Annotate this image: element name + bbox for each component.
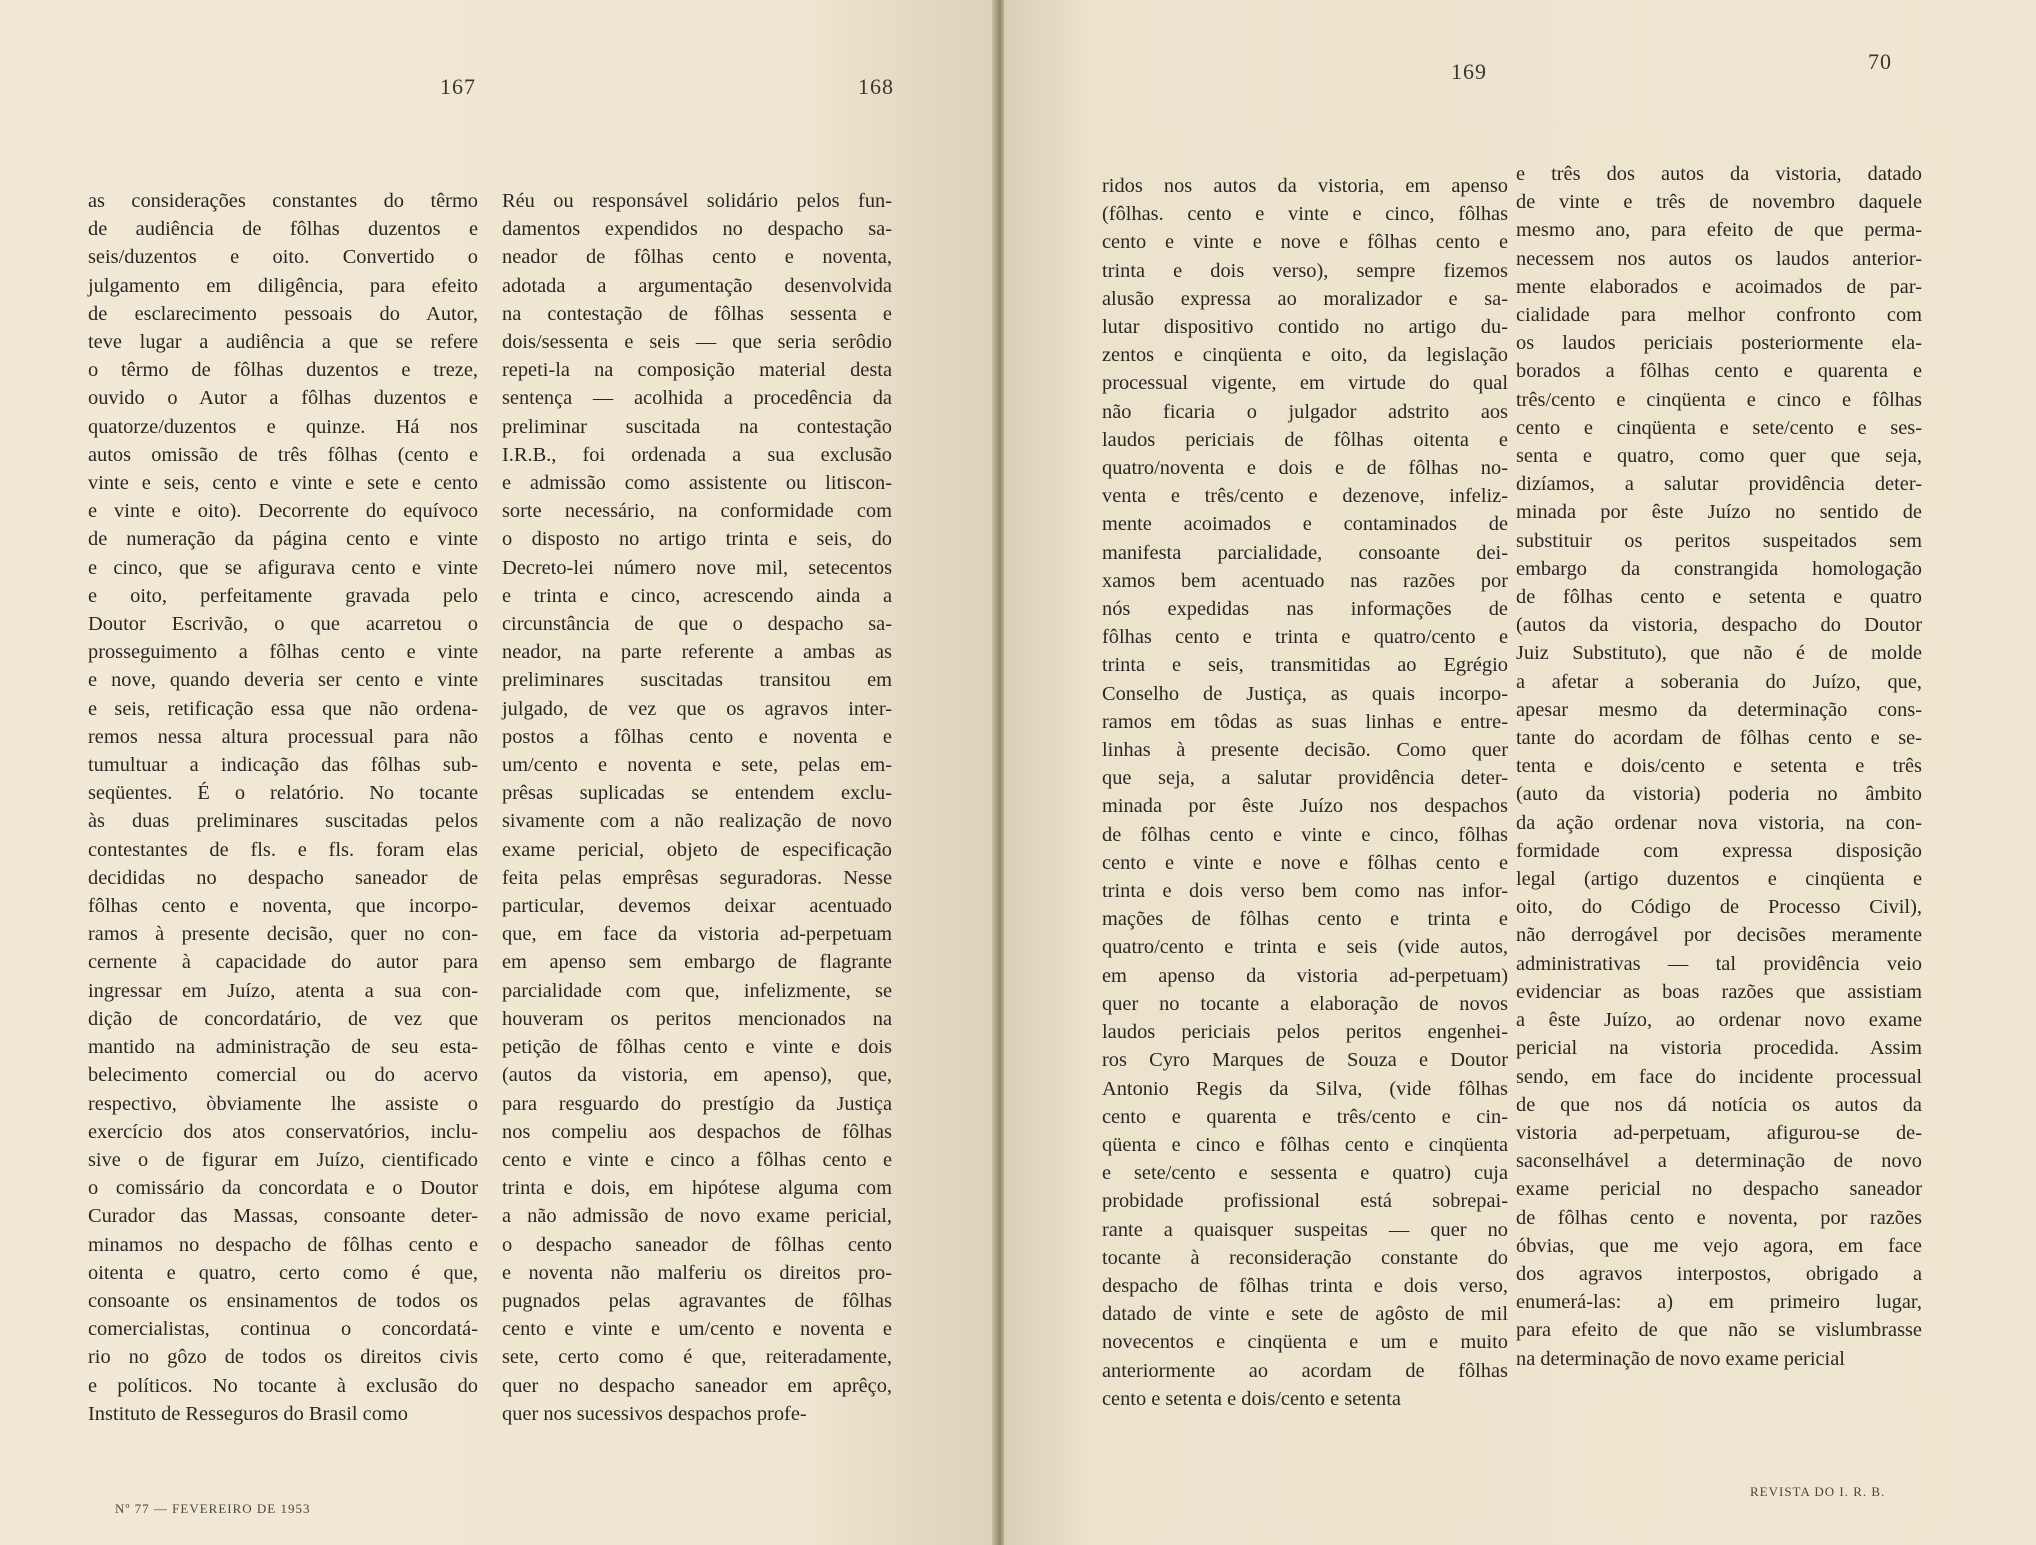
text-line: parcialidade com que, infelizmente, se: [502, 979, 892, 1002]
text-line: a não admissão de novo exame pericial,: [502, 1205, 892, 1228]
text-line: decididas no despacho saneador de: [88, 866, 478, 889]
text-line: e trinta e cinco, acrescendo ainda a: [502, 584, 892, 607]
text-line: seis/duzentos e oito. Convertido o: [88, 246, 478, 269]
text-line: adotada a argumentação desenvolvida: [502, 274, 892, 297]
text-line: Doutor Escrivão, o que acarretou o: [88, 613, 478, 636]
footer-issue-date: Nº 77 — FEVEREIRO DE 1953: [115, 1501, 311, 1516]
text-line: (fôlhas. cento e vinte e cinco, fôlhas: [1102, 203, 1508, 226]
text-line: e vinte e oito). Decorrente do equívoco: [88, 500, 478, 523]
text-line: quatro/noventa e dois e de fôlhas no-: [1102, 457, 1508, 480]
text-line: óbvias, que me vejo agora, em face: [1516, 1234, 1922, 1257]
page-number-167: 167: [440, 74, 476, 99]
page-number-169: 169: [1451, 59, 1487, 84]
text-line: particular, devemos deixar acentuado: [502, 895, 892, 918]
text-line: para efeito de que não se vislumbrasse: [1516, 1319, 1922, 1342]
text-line: de fôlhas cento e vinte e cinco, fôlhas: [1102, 823, 1508, 846]
text-line: oitenta e quatro, certo como é que,: [88, 1261, 478, 1284]
text-line: preliminares suscitadas transitou em: [502, 669, 892, 692]
column-page-70: [1516, 160, 1922, 1373]
text-line: quer no tocante a elaboração de novos: [1102, 992, 1508, 1015]
text-line: neador, na parte referente a ambas as: [502, 641, 892, 664]
text-line: fôlhas cento e noventa, que incorpo-: [88, 895, 478, 918]
text-line: nos compeliu aos despachos de fôlhas: [502, 1120, 892, 1143]
text-line: de que nos dá notícia os autos da: [1516, 1093, 1922, 1116]
column-page-168: [502, 187, 892, 1428]
text-line: apesar mesmo da determinação cons-: [1516, 698, 1922, 721]
text-line: tante do acordam de fôlhas cento e se-: [1516, 727, 1922, 750]
text-line: Juiz Substituto), que não é de molde: [1516, 642, 1922, 665]
text-line: exame pericial, objeto de especificação: [502, 838, 892, 861]
text-line: datado de vinte e sete de agôsto de mil: [1102, 1303, 1508, 1326]
text-line: trinta e dois, em hipótese alguma com: [502, 1177, 892, 1200]
text-line: preliminar suscitada na contestação: [502, 415, 892, 438]
text-line: laudos periciais de fôlhas oitenta e: [1102, 428, 1508, 451]
text-line: houveram os peritos mencionados na: [502, 1007, 892, 1030]
text-line: Decreto-lei número nove mil, setecentos: [502, 556, 892, 579]
text-line: quer nos sucessivos despachos profe-: [502, 1402, 807, 1425]
text-line: sivamente com a não realização de novo: [502, 810, 892, 833]
text-line: de vinte e três de novembro daquele: [1516, 191, 1922, 214]
text-line: respectivo, òbviamente lhe assiste o: [88, 1092, 478, 1115]
text-line: mente elaborados e acoimados de par-: [1516, 275, 1922, 298]
text-line: ouvido o Autor a fôlhas duzentos e: [88, 387, 478, 410]
text-line: julgado, de vez que os agravos inter-: [502, 697, 892, 720]
text-line: na determinação de novo exame pericial: [1516, 1347, 1845, 1370]
text-line: exercício dos atos conservatórios, inclu-: [88, 1120, 478, 1143]
text-line: (autos da vistoria, despacho do Doutor: [1516, 614, 1922, 637]
text-line: mações de fôlhas cento e trinta e: [1102, 908, 1508, 931]
text-line: Réu ou responsável solidário pelos fun-: [502, 190, 892, 212]
text-line: pericial na vistoria procedida. Assim: [1516, 1037, 1922, 1060]
text-line: ramos à presente decisão, quer no con-: [88, 923, 478, 946]
text-line: sive o de figurar em Juízo, cientificado: [88, 1148, 478, 1171]
text-line: cento e vinte e nove e fôlhas cento e: [1102, 851, 1508, 874]
text-line: ingressar em Juízo, atenta a sua con-: [88, 979, 478, 1002]
text-line: Curador das Massas, consoante deter-: [88, 1205, 478, 1228]
text-line: e três dos autos da vistoria, datado: [1516, 163, 1922, 185]
left-page: [0, 0, 998, 1545]
text-line: minada por êste Juízo no sentido de: [1516, 501, 1922, 524]
text-line: em apenso sem embargo de flagrante: [502, 951, 892, 974]
text-line: que, em face da vistoria ad-perpetuam: [502, 923, 892, 946]
text-line: ros Cyro Marques de Souza e Doutor: [1102, 1049, 1508, 1072]
text-line: mesmo ano, para efeito de que perma-: [1516, 219, 1922, 242]
footer-journal-name: REVISTA DO I. R. B.: [1750, 1484, 1886, 1499]
text-line: trinta e seis, transmitidas ao Egrégio: [1102, 654, 1508, 677]
text-line: o despacho saneador de fôlhas cento: [502, 1233, 892, 1256]
text-line: e sete/cento e sessenta e quatro) cuja: [1102, 1162, 1508, 1185]
text-line: cento e cinqüenta e sete/cento e ses-: [1516, 416, 1922, 439]
text-line: cento e vinte e cinco a fôlhas cento e: [502, 1148, 892, 1171]
text-line: embargo da constrangida homologação: [1516, 557, 1922, 580]
text-line: contestantes de fls. e fls. foram elas: [88, 838, 478, 861]
text-line: em apenso da vistoria ad-perpetuam): [1102, 964, 1508, 987]
text-line: de fôlhas cento e setenta e quatro: [1516, 586, 1922, 609]
text-line: consoante os ensinamentos de todos os: [88, 1289, 478, 1312]
text-line: Conselho de Justiça, as quais incorpo-: [1102, 682, 1508, 705]
text-line: não ficaria o julgador adstrito aos: [1102, 400, 1508, 423]
text-line: tocante à reconsideração constante do: [1102, 1246, 1508, 1269]
text-line: despacho de fôlhas trinta e dois verso,: [1102, 1274, 1508, 1297]
text-line: minamos no despacho de fôlhas cento e: [88, 1233, 478, 1256]
text-line: xamos bem acentuado nas razões por: [1102, 569, 1508, 592]
text-line: postos a fôlhas cento e noventa e: [502, 725, 892, 748]
text-line: legal (artigo duzentos e cinqüenta e: [1516, 868, 1922, 891]
text-line: mente acoimados e contaminados de: [1102, 513, 1508, 536]
text-line: cento e vinte e um/cento e noventa e: [502, 1318, 892, 1341]
text-line: necessem nos autos os laudos anterior-: [1516, 247, 1922, 270]
text-line: de audiência de fôlhas duzentos e: [88, 218, 478, 241]
text-line: quatorze/duzentos e quinze. Há nos: [88, 415, 478, 438]
text-line: não derrogável por decisões meramente: [1516, 924, 1922, 947]
text-line: dos agravos interpostos, obrigado a: [1516, 1262, 1922, 1285]
text-line: oito, do Código de Processo Civil),: [1516, 896, 1922, 919]
text-line: exame pericial no despacho saneador: [1516, 1178, 1922, 1201]
text-line: cento e vinte e nove e fôlhas cento e: [1102, 231, 1508, 254]
text-line: três/cento e cinqüenta e cinco e fôlhas: [1516, 388, 1922, 411]
text-line: enumerá-las: a) em primeiro lugar,: [1516, 1291, 1922, 1314]
text-line: repeti-la na composição material desta: [502, 359, 892, 382]
text-line: Antonio Regis da Silva, (vide fôlhas: [1102, 1077, 1508, 1100]
text-line: rante a quaisquer suspeitas — quer no: [1102, 1218, 1508, 1241]
page-number-70: 70: [1868, 49, 1892, 74]
text-line: sentença — acolhida a procedência da: [502, 387, 892, 410]
text-line: saconselhável a determinação de novo: [1516, 1150, 1922, 1173]
text-line: e seis, retificação essa que não ordena-: [88, 697, 478, 720]
text-line: a afetar a soberania do Juízo, que,: [1516, 670, 1922, 693]
text-line: novecentos e cinqüenta e um e muito: [1102, 1331, 1508, 1354]
text-line: evidenciar as boas razões que assistiam: [1516, 980, 1922, 1003]
text-line: pugnados pelas agravantes de fôlhas: [502, 1289, 892, 1312]
text-line: senta e quatro, como quer que seja,: [1516, 445, 1922, 468]
text-line: lutar dispositivo contido no artigo du-: [1102, 316, 1508, 339]
text-line: linhas à presente decisão. Como quer: [1102, 739, 1508, 762]
text-line: o disposto no artigo trinta e seis, do: [502, 528, 892, 551]
text-line: de fôlhas cento e noventa, por razões: [1516, 1206, 1922, 1229]
text-line: de numeração da página cento e vinte: [88, 528, 478, 551]
text-line: I.R.B., foi ordenada a sua exclusão: [502, 443, 892, 466]
text-line: autos omissão de três fôlhas (cento e: [88, 443, 478, 466]
text-line: ramos em tôdas as suas linhas e entre-: [1102, 710, 1508, 733]
text-line: rio no gôzo de todos os direitos civis: [88, 1346, 478, 1369]
text-line: (auto da vistoria) poderia no âmbito: [1516, 783, 1922, 806]
text-line: sendo, em face do incidente processual: [1516, 1065, 1922, 1088]
text-line: e oito, perfeitamente gravada pelo: [88, 584, 478, 607]
text-line: prosseguimento a fôlhas cento e vinte: [88, 641, 478, 664]
text-line: teve lugar a audiência a que se refere: [88, 331, 478, 354]
text-line: alusão expressa ao moralizador e sa-: [1102, 287, 1508, 310]
text-line: da ação ordenar nova vistoria, na con-: [1516, 811, 1922, 834]
text-line: laudos periciais pelos peritos engenhei-: [1102, 1021, 1508, 1044]
text-line: belecimento comercial ou do acervo: [88, 1064, 478, 1087]
text-line: a êste Juízo, ao ordenar novo exame: [1516, 1009, 1922, 1032]
text-line: de esclarecimento pessoais do Autor,: [88, 302, 478, 325]
text-line: anteriormente ao acordam de fôlhas: [1102, 1359, 1508, 1382]
right-page: [1004, 0, 2036, 1545]
text-line: às duas preliminares suscitadas pelos: [88, 810, 478, 833]
text-line: Instituto de Resseguros do Brasil como: [88, 1402, 408, 1425]
text-line: quatro/cento e trinta e seis (vide autos,: [1102, 936, 1508, 959]
text-line: borados a fôlhas cento e quarenta e: [1516, 360, 1922, 383]
text-line: vistoria ad-perpetuam, afigurou-se de-: [1516, 1121, 1922, 1144]
text-line: sete, certo como é que, reiteradamente,: [502, 1346, 892, 1369]
text-line: julgamento em diligência, para efeito: [88, 274, 478, 297]
text-line: ridos nos autos da vistoria, em apenso: [1102, 175, 1508, 197]
text-line: cento e setenta e dois/cento e setenta: [1102, 1387, 1401, 1410]
text-line: qüenta e cinco e fôlhas cento e cinqüenta: [1102, 1133, 1508, 1156]
text-line: minada por êste Juízo nos despachos: [1102, 795, 1508, 818]
text-line: e cinco, que se afigurava cento e vinte: [88, 556, 478, 579]
text-line: tenta e dois/cento e setenta e três: [1516, 755, 1922, 778]
text-line: cialidade para melhor confronto com: [1516, 304, 1922, 327]
text-line: as considerações constantes do têrmo: [88, 190, 478, 212]
text-line: dição de concordatário, de vez que: [88, 1007, 478, 1030]
text-line: o têrmo de fôlhas duzentos e treze,: [88, 359, 478, 382]
text-line: vinte e seis, cento e vinte e sete e cento: [88, 472, 478, 495]
text-line: administrativas — tal providência veio: [1516, 952, 1922, 975]
column-page-169: [1102, 172, 1508, 1413]
column-page-167: [88, 187, 478, 1428]
text-line: na contestação de fôlhas sessenta e: [502, 302, 892, 325]
text-line: feita pelas emprêsas seguradoras. Nesse: [502, 866, 892, 889]
text-line: cento e quarenta e três/cento e cin-: [1102, 1105, 1508, 1128]
text-line: e políticos. No tocante à exclusão do: [88, 1374, 478, 1397]
text-line: e noventa não malferiu os direitos pro-: [502, 1261, 892, 1284]
text-line: um/cento e noventa e sete, pelas em-: [502, 754, 892, 777]
text-line: trinta e dois verso), sempre fizemos: [1102, 259, 1508, 282]
text-line: zentos e cinqüenta e oito, da legislação: [1102, 344, 1508, 367]
text-line: processual vigente, em virtude do qual: [1102, 372, 1508, 395]
text-line: venta e três/cento e dezenove, infeliz-: [1102, 485, 1508, 508]
text-line: substituir os peritos suspeitados sem: [1516, 529, 1922, 552]
text-line: os laudos periciais posteriormente ela-: [1516, 332, 1922, 355]
text-line: comercialistas, continua o concordatá-: [88, 1318, 478, 1341]
text-line: formidade com expressa disposição: [1516, 839, 1922, 862]
text-line: que seja, a salutar providência deter-: [1102, 767, 1508, 790]
text-line: quer no despacho saneador em aprêço,: [502, 1374, 892, 1397]
text-line: remos nessa altura processual para não: [88, 725, 478, 748]
text-line: prêsas suplicadas se entendem exclu-: [502, 782, 892, 805]
text-line: o comissário da concordata e o Doutor: [88, 1177, 478, 1200]
text-line: manifesta parcialidade, consoante dei-: [1102, 541, 1508, 564]
text-line: neador de fôlhas cento e noventa,: [502, 246, 892, 269]
text-line: dizíamos, a salutar providência deter-: [1516, 473, 1922, 496]
text-line: e admissão como assistente ou litiscon-: [502, 472, 892, 495]
text-line: trinta e dois verso bem como nas infor-: [1102, 880, 1508, 903]
text-line: tumultuar a indicação das fôlhas sub-: [88, 754, 478, 777]
page-number-168: 168: [858, 74, 894, 99]
text-line: petição de fôlhas cento e vinte e dois: [502, 1036, 892, 1059]
text-line: dois/sessenta e seis — que seria serôdio: [502, 331, 892, 354]
text-line: mantido na administração de seu esta-: [88, 1036, 478, 1059]
text-line: cernente à capacidade do autor para: [88, 951, 478, 974]
text-line: para resguardo do prestígio da Justiça: [502, 1092, 892, 1115]
text-line: probidade profissional está sobrepai-: [1102, 1190, 1508, 1213]
text-line: fôlhas cento e trinta e quatro/cento e: [1102, 626, 1508, 649]
text-line: (autos da vistoria, em apenso), que,: [502, 1064, 892, 1087]
text-line: nós expedidas nas informações de: [1102, 598, 1508, 621]
text-line: circunstância de que o despacho sa-: [502, 613, 892, 636]
text-line: seqüentes. É o relatório. No tocante: [88, 782, 478, 805]
text-line: damentos expendidos no despacho sa-: [502, 218, 892, 241]
text-line: sorte necessário, na conformidade com: [502, 500, 892, 523]
text-line: e nove, quando deveria ser cento e vinte: [88, 669, 478, 692]
